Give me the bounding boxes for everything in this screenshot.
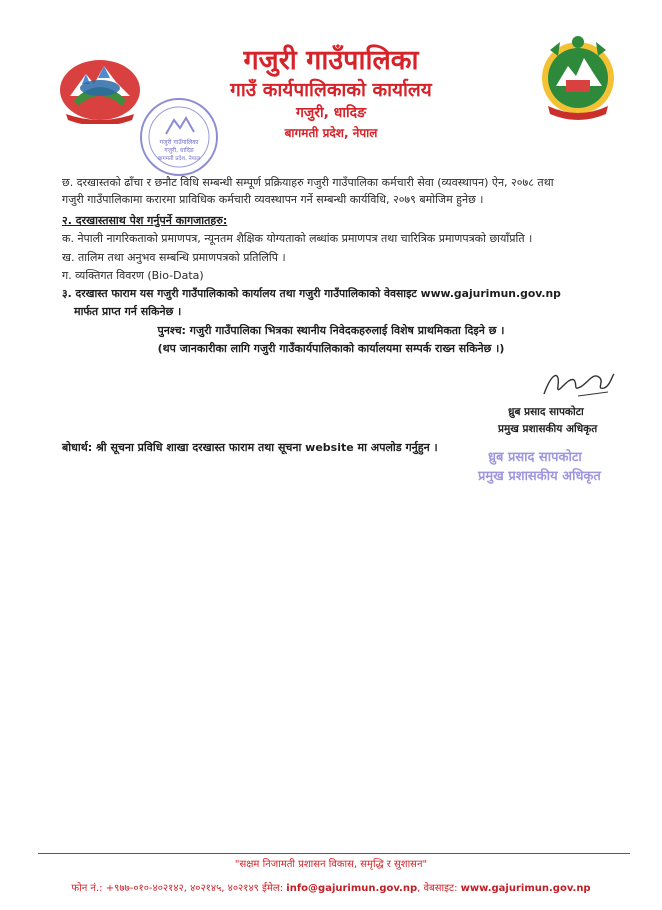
header-title: गजुरी गाउँपालिका [243, 45, 419, 76]
office-seal-stamp [138, 96, 220, 178]
header-province: बागमती प्रदेश, नेपाल [284, 126, 378, 140]
footer-contact: फोन नं.: +९७७-०१०-४०२१४२, ४०२१४५, ४०२१४९ ईमेल: info@gajurimun.gov.np, वेबसाइट: www.gajurimun.gov.np [71, 883, 591, 894]
note-contact: (थप जानकारीका लागि गजुरी गाउँकार्यपालिकाको कार्यालयमा सम्पर्क राख्न सकिनेछ ।) [157, 342, 505, 355]
phone-numbers: +९७७-०१०-४०२१४२, ४०२१४५, ४०२१४९ [105, 883, 259, 894]
section2-heading: २. दरखास्तसाथ पेश गर्नुपर्ने कागजातहरु: [62, 214, 228, 227]
email-label: ईमेल: [262, 883, 284, 894]
signature-scribble [538, 366, 618, 402]
header-subtitle: गाउँ कार्यपालिकाको कार्यालय [230, 79, 432, 101]
item-cha-line1: छ. दरखास्तको ढाँचा र छनौट विधि सम्बन्धी सम्पूर्ण प्रक्रियाहरु गजुरी गाउँपालिका कर्मचारी सेवा (व्यवस्थापन) ऐन, २०७८ तथा [62, 176, 554, 189]
designation-stamp-name: ध्रुब प्रसाद सापकोटा [488, 450, 582, 465]
note-priority: पुनश्च: गजुरी गाउँपालिका भित्रका स्थानीय निवेदकहरुलाई विशेष प्राथमिकता दिइने छ । [157, 324, 505, 337]
document-item-kha: ख. तालिम तथा अनुभव सम्बन्धि प्रमाणपत्रको प्रतिलिपि । [62, 251, 286, 264]
website-link[interactable]: www.gajurimun.gov.np [460, 883, 591, 894]
footer-motto: "सक्षम निजामती प्रशासन विकास, समृद्धि र सुशासन" [234, 859, 428, 870]
phone-label: फोन नं.: [71, 883, 103, 894]
header-location: गजुरी, धादिङ [295, 105, 367, 121]
signatory-title: प्रमुख प्रशासकीय अधिकृत [498, 423, 598, 435]
document-item-ka: क. नेपाली नागरिकताको प्रमाणपत्र, न्यूनतम शैक्षिक योग्यताको लब्धांक प्रमाणपत्र तथा चारित्रिक प्रमाणपत्रको छायाँप्रति । [62, 232, 533, 245]
section3-line2: मार्फत प्राप्त गर्न सकिनेछ । [74, 305, 182, 318]
stamp-line2: गजुरी, धादिङ [164, 147, 194, 154]
website-label: वेबसाइट: [423, 883, 458, 894]
stamp-line3: बागमती प्रदेश, नेपाल [158, 156, 200, 162]
cc-note: बोधार्थ: श्री सूचना प्रविधि शाखा दरखास्त फाराम तथा सूचना website मा अपलोड गर्नुहुन । [62, 441, 438, 454]
document-item-ga: ग. व्यक्तिगत विवरण (Bio-Data) [62, 269, 204, 282]
item-cha-line2: गजुरी गाउँपालिकामा करारमा प्राविधिक कर्मचारी व्यवस्थापन गर्ने सम्बन्धी कार्यविधि, २०७९ बमोजिम हुनेछ । [62, 193, 484, 206]
signatory-name: ध्रुब प्रसाद सापकोटा [508, 406, 584, 418]
designation-stamp-title: प्रमुख प्रशासकीय अधिकृत [478, 469, 601, 484]
stamp-line1: गजुरी गाउँपालिका [159, 139, 199, 146]
footer-divider [38, 853, 630, 854]
email-link[interactable]: info@gajurimun.gov.np [286, 883, 418, 894]
section3-line1: ३. दरखास्त फाराम यस गजुरी गाउँपालिकाको कार्यालय तथा गजुरी गाउँपालिकाको वेवसाइट www.gajurimun.gov.np [62, 287, 561, 300]
